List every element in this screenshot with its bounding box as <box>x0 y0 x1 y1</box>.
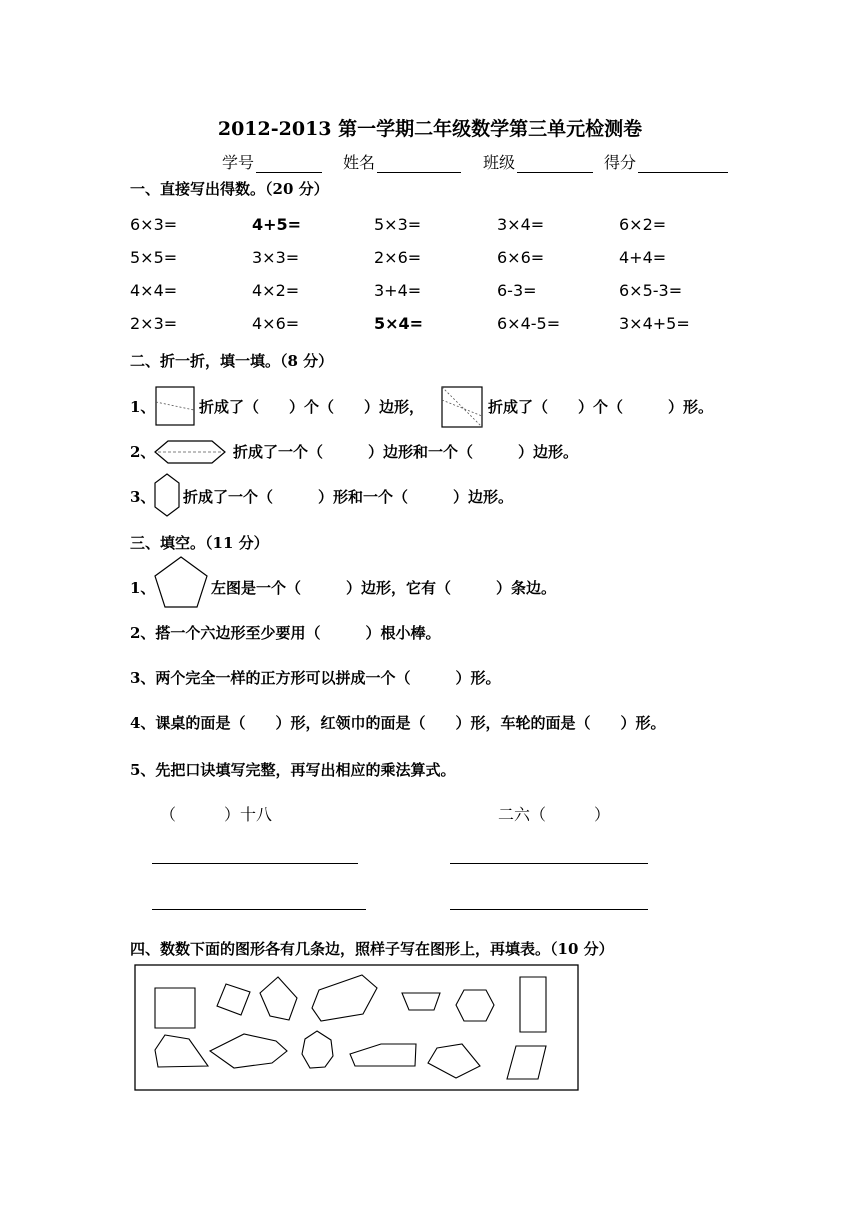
name-field[interactable] <box>343 150 461 173</box>
calc-item: 6×4-5= <box>497 314 561 333</box>
name-label: 姓名 <box>343 153 376 172</box>
irregular-pentagon-shape <box>155 1035 208 1067</box>
folded-square-diagonal-icon <box>441 386 483 428</box>
answer-line[interactable] <box>450 863 648 864</box>
calc-item: 5×3= <box>374 215 422 234</box>
calc-item: 6×2= <box>619 215 667 234</box>
trapezoid-shape <box>402 993 440 1010</box>
question-number: 1、 <box>130 398 156 416</box>
tall-hexagon-icon <box>154 473 180 517</box>
question-text: 左图是一个（ ）边形，它有（ ）条边。 <box>211 579 557 597</box>
calc-item: 6×5-3= <box>619 281 683 300</box>
square-shape <box>155 988 195 1028</box>
question-text: 折成了（ ）个（ ）边形， <box>199 398 425 416</box>
calc-item: 3+4= <box>374 281 422 300</box>
calc-item: 3×4+5= <box>619 314 690 333</box>
mnemonic-left: （ ）十八 <box>160 805 273 824</box>
class-field[interactable] <box>483 150 593 173</box>
pentagon-icon <box>154 556 208 608</box>
calc-item: 2×3= <box>130 314 178 333</box>
calc-item: 5×5= <box>130 248 178 267</box>
calc-item: 4×4= <box>130 281 178 300</box>
calc-item: 5×4= <box>374 314 424 333</box>
calc-item: 6×6= <box>497 248 545 267</box>
section4-heading: 四、数数下面的图形各有几条边，照样子写在图形上，再填表。（10 分） <box>130 940 614 958</box>
heptagon-shape <box>302 1031 333 1068</box>
calc-item: 6-3= <box>497 281 537 300</box>
quadrilateral-shape <box>350 1044 416 1066</box>
hexagon-shape <box>456 990 494 1021</box>
folded-square-icon <box>155 386 195 426</box>
small-pentagon-shape <box>428 1044 480 1078</box>
question-text: 3、两个完全一样的正方形可以拼成一个（ ）形。 <box>130 669 501 687</box>
student-id-field[interactable] <box>222 150 322 173</box>
page-title: 2012-2013 第一学期二年级数学第三单元检测卷 <box>217 118 643 140</box>
class-label: 班级 <box>483 153 516 172</box>
mnemonic-right: 二六（ ） <box>498 805 611 824</box>
calc-item: 3×4= <box>497 215 545 234</box>
calc-item: 4×2= <box>252 281 300 300</box>
student-id-label: 学号 <box>222 153 255 172</box>
score-label: 得分 <box>604 153 637 172</box>
pentagon-shape <box>260 977 297 1020</box>
answer-line[interactable] <box>450 909 648 910</box>
answer-line[interactable] <box>152 863 358 864</box>
calc-item: 4+4= <box>619 248 667 267</box>
tilted-square-shape <box>217 984 250 1015</box>
hexagon-strip-icon <box>154 440 226 464</box>
section2-heading: 二、折一折，填一填。（8 分） <box>130 352 334 370</box>
shapes-box <box>134 964 580 1092</box>
wide-hexagon-shape <box>210 1034 287 1068</box>
tall-rectangle-shape <box>520 977 546 1032</box>
calc-item: 4+5= <box>252 215 302 234</box>
calc-item: 2×6= <box>374 248 422 267</box>
question-text: 5、先把口诀填写完整，再写出相应的乘法算式。 <box>130 761 456 779</box>
question-number: 1、 <box>130 579 156 597</box>
calc-item: 6×3= <box>130 215 178 234</box>
question-number: 3、 <box>130 488 156 506</box>
calc-item: 4×6= <box>252 314 300 333</box>
question-text: 折成了一个（ ）形和一个（ ）边形。 <box>183 488 514 506</box>
question-text: 4、课桌的面是（ ）形，红领巾的面是（ ）形，车轮的面是（ ）形。 <box>130 714 666 732</box>
section1-heading: 一、直接写出得数。（20 分） <box>130 180 329 198</box>
large-hexagon-shape <box>312 975 377 1021</box>
calc-item: 3×3= <box>252 248 300 267</box>
question-text: 折成了（ ）个（ ）形。 <box>488 398 714 416</box>
answer-line[interactable] <box>152 909 366 910</box>
question-text: 折成了一个（ ）边形和一个（ ）边形。 <box>233 443 579 461</box>
question-text: 2、搭一个六边形至少要用（ ）根小棒。 <box>130 624 441 642</box>
section3-heading: 三、填空。（11 分） <box>130 534 269 552</box>
question-number: 2、 <box>130 443 156 461</box>
parallelogram-shape <box>507 1046 546 1079</box>
score-field[interactable] <box>604 150 728 173</box>
